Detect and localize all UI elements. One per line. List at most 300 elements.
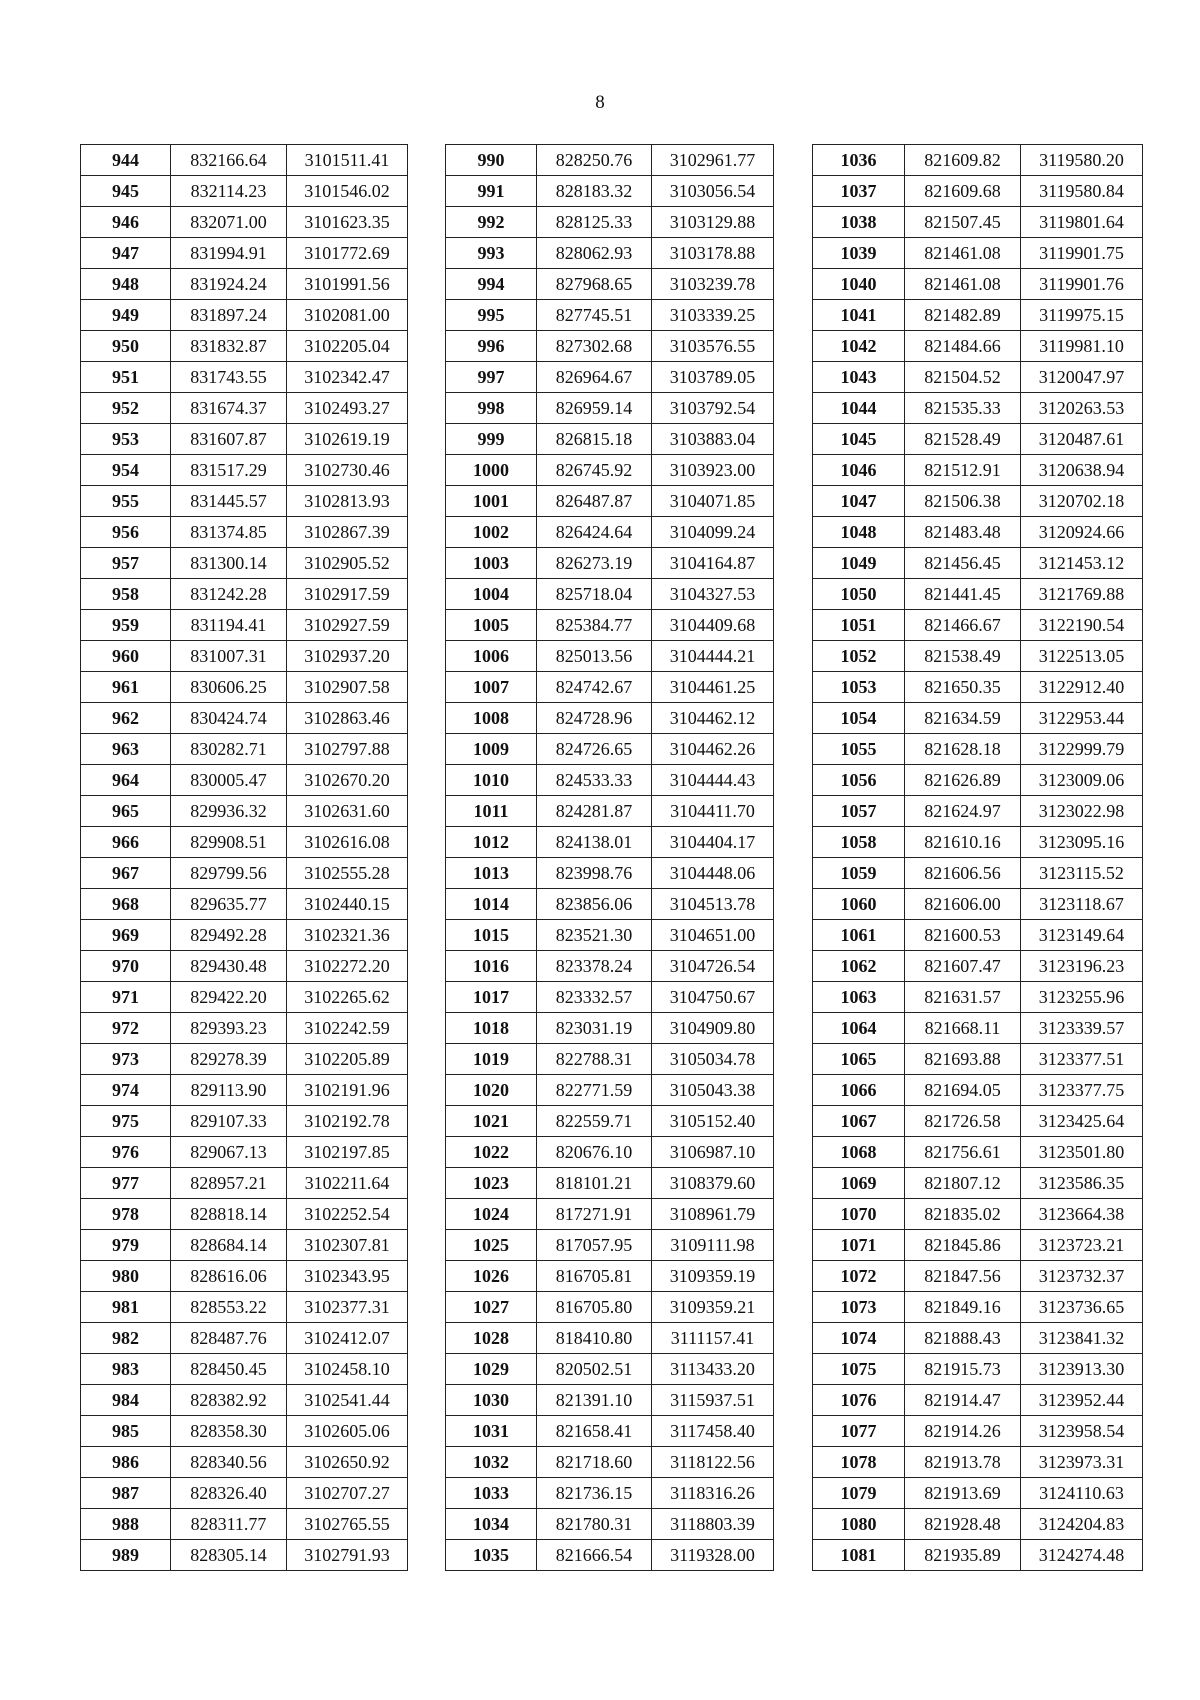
x-coordinate-cell: 821512.91	[905, 455, 1021, 486]
x-coordinate-cell: 821606.56	[905, 858, 1021, 889]
table-row	[446, 982, 774, 1013]
x-coordinate-cell: 826273.19	[537, 548, 652, 579]
point-number-cell: 1011	[446, 796, 537, 827]
y-coordinate-cell: 3122912.40	[1021, 672, 1143, 703]
x-coordinate-cell: 821538.49	[905, 641, 1021, 672]
x-coordinate-cell: 821693.88	[905, 1044, 1021, 1075]
y-coordinate-cell: 3101991.56	[287, 269, 408, 300]
x-coordinate-cell: 821507.45	[905, 207, 1021, 238]
table-row	[446, 1509, 774, 1540]
point-number-cell: 1065	[813, 1044, 905, 1075]
point-number-cell: 968	[81, 889, 171, 920]
y-coordinate-cell: 3102377.31	[287, 1292, 408, 1323]
y-coordinate-cell: 3103239.78	[652, 269, 774, 300]
table-row	[81, 982, 408, 1013]
x-coordinate-cell: 821482.89	[905, 300, 1021, 331]
y-coordinate-cell: 3102907.58	[287, 672, 408, 703]
y-coordinate-cell: 3120047.97	[1021, 362, 1143, 393]
point-number-cell: 947	[81, 238, 171, 269]
table-row	[81, 424, 408, 455]
point-number-cell: 1028	[446, 1323, 537, 1354]
table-row	[446, 858, 774, 889]
point-number-cell: 1049	[813, 548, 905, 579]
point-number-cell: 973	[81, 1044, 171, 1075]
y-coordinate-cell: 3103792.54	[652, 393, 774, 424]
x-coordinate-cell: 828326.40	[171, 1478, 287, 1509]
table-row	[446, 610, 774, 641]
y-coordinate-cell: 3102927.59	[287, 610, 408, 641]
point-number-cell: 997	[446, 362, 537, 393]
x-coordinate-cell: 828818.14	[171, 1199, 287, 1230]
point-number-cell: 1032	[446, 1447, 537, 1478]
table-row	[81, 455, 408, 486]
x-coordinate-cell: 821718.60	[537, 1447, 652, 1478]
x-coordinate-cell: 821484.66	[905, 331, 1021, 362]
y-coordinate-cell: 3104404.17	[652, 827, 774, 858]
x-coordinate-cell: 821835.02	[905, 1199, 1021, 1230]
table-row	[813, 1044, 1143, 1075]
table-row	[813, 238, 1143, 269]
table-row	[81, 393, 408, 424]
x-coordinate-cell: 828957.21	[171, 1168, 287, 1199]
y-coordinate-cell: 3102191.96	[287, 1075, 408, 1106]
point-number-cell: 1075	[813, 1354, 905, 1385]
y-coordinate-cell: 3102791.93	[287, 1540, 408, 1571]
y-coordinate-cell: 3103789.05	[652, 362, 774, 393]
y-coordinate-cell: 3113433.20	[652, 1354, 774, 1385]
point-number-cell: 1079	[813, 1478, 905, 1509]
table-row	[81, 238, 408, 269]
point-number-cell: 1063	[813, 982, 905, 1013]
y-coordinate-cell: 3103178.88	[652, 238, 774, 269]
y-coordinate-cell: 3102541.44	[287, 1385, 408, 1416]
y-coordinate-cell: 3101623.35	[287, 207, 408, 238]
table-row	[81, 796, 408, 827]
y-coordinate-cell: 3102242.59	[287, 1013, 408, 1044]
point-number-cell: 1006	[446, 641, 537, 672]
y-coordinate-cell: 3123586.35	[1021, 1168, 1143, 1199]
y-coordinate-cell: 3123664.38	[1021, 1199, 1143, 1230]
point-number-cell: 994	[446, 269, 537, 300]
point-number-cell: 948	[81, 269, 171, 300]
x-coordinate-cell: 821668.11	[905, 1013, 1021, 1044]
point-number-cell: 1013	[446, 858, 537, 889]
y-coordinate-cell: 3119901.75	[1021, 238, 1143, 269]
table-row	[813, 393, 1143, 424]
table-row	[446, 734, 774, 765]
table-row	[446, 1106, 774, 1137]
x-coordinate-cell: 829908.51	[171, 827, 287, 858]
x-coordinate-cell: 824728.96	[537, 703, 652, 734]
x-coordinate-cell: 831743.55	[171, 362, 287, 393]
table-row	[813, 269, 1143, 300]
x-coordinate-cell: 826424.64	[537, 517, 652, 548]
table-row	[813, 610, 1143, 641]
point-number-cell: 950	[81, 331, 171, 362]
x-coordinate-cell: 829635.77	[171, 889, 287, 920]
point-number-cell: 1076	[813, 1385, 905, 1416]
x-coordinate-cell: 823031.19	[537, 1013, 652, 1044]
y-coordinate-cell: 3104099.24	[652, 517, 774, 548]
y-coordinate-cell: 3104444.43	[652, 765, 774, 796]
x-coordinate-cell: 831300.14	[171, 548, 287, 579]
x-coordinate-cell: 829113.90	[171, 1075, 287, 1106]
y-coordinate-cell: 3104448.06	[652, 858, 774, 889]
table-row	[813, 1509, 1143, 1540]
point-number-cell: 1070	[813, 1199, 905, 1230]
y-coordinate-cell: 3123973.31	[1021, 1447, 1143, 1478]
x-coordinate-cell: 817271.91	[537, 1199, 652, 1230]
table-row	[81, 1230, 408, 1261]
y-coordinate-cell: 3102197.85	[287, 1137, 408, 1168]
table-row	[81, 610, 408, 641]
point-number-cell: 1000	[446, 455, 537, 486]
table-row	[81, 1168, 408, 1199]
y-coordinate-cell: 3123732.37	[1021, 1261, 1143, 1292]
y-coordinate-cell: 3120924.66	[1021, 517, 1143, 548]
point-number-cell: 949	[81, 300, 171, 331]
y-coordinate-cell: 3119981.10	[1021, 331, 1143, 362]
x-coordinate-cell: 821658.41	[537, 1416, 652, 1447]
x-coordinate-cell: 822559.71	[537, 1106, 652, 1137]
x-coordinate-cell: 826815.18	[537, 424, 652, 455]
x-coordinate-cell: 821504.52	[905, 362, 1021, 393]
point-number-cell: 1059	[813, 858, 905, 889]
y-coordinate-cell: 3123196.23	[1021, 951, 1143, 982]
x-coordinate-cell: 821606.00	[905, 889, 1021, 920]
point-number-cell: 1015	[446, 920, 537, 951]
y-coordinate-cell: 3102493.27	[287, 393, 408, 424]
x-coordinate-cell: 821913.78	[905, 1447, 1021, 1478]
x-coordinate-cell: 828358.30	[171, 1416, 287, 1447]
point-number-cell: 1021	[446, 1106, 537, 1137]
y-coordinate-cell: 3104750.67	[652, 982, 774, 1013]
table-row	[446, 1075, 774, 1106]
x-coordinate-cell: 823378.24	[537, 951, 652, 982]
x-coordinate-cell: 829067.13	[171, 1137, 287, 1168]
point-number-cell: 1002	[446, 517, 537, 548]
x-coordinate-cell: 821726.58	[905, 1106, 1021, 1137]
table-row	[813, 672, 1143, 703]
x-coordinate-cell: 829393.23	[171, 1013, 287, 1044]
y-coordinate-cell: 3102937.20	[287, 641, 408, 672]
coordinate-table-1	[80, 144, 408, 1571]
y-coordinate-cell: 3122953.44	[1021, 703, 1143, 734]
x-coordinate-cell: 821780.31	[537, 1509, 652, 1540]
y-coordinate-cell: 3103056.54	[652, 176, 774, 207]
point-number-cell: 1031	[446, 1416, 537, 1447]
table-row	[446, 1385, 774, 1416]
point-number-cell: 975	[81, 1106, 171, 1137]
x-coordinate-cell: 821666.54	[537, 1540, 652, 1571]
point-number-cell: 1074	[813, 1323, 905, 1354]
table-row	[81, 920, 408, 951]
table-row	[81, 827, 408, 858]
point-number-cell: 1034	[446, 1509, 537, 1540]
point-number-cell: 1057	[813, 796, 905, 827]
x-coordinate-cell: 826745.92	[537, 455, 652, 486]
point-number-cell: 1008	[446, 703, 537, 734]
table-row	[81, 1416, 408, 1447]
x-coordinate-cell: 827745.51	[537, 300, 652, 331]
y-coordinate-cell: 3104513.78	[652, 889, 774, 920]
y-coordinate-cell: 3104462.26	[652, 734, 774, 765]
point-number-cell: 1012	[446, 827, 537, 858]
y-coordinate-cell: 3123009.06	[1021, 765, 1143, 796]
y-coordinate-cell: 3104909.80	[652, 1013, 774, 1044]
x-coordinate-cell: 821914.47	[905, 1385, 1021, 1416]
y-coordinate-cell: 3106987.10	[652, 1137, 774, 1168]
x-coordinate-cell: 828340.56	[171, 1447, 287, 1478]
table-row	[813, 362, 1143, 393]
point-number-cell: 1054	[813, 703, 905, 734]
x-coordinate-cell: 827968.65	[537, 269, 652, 300]
x-coordinate-cell: 831994.91	[171, 238, 287, 269]
point-number-cell: 1072	[813, 1261, 905, 1292]
point-number-cell: 977	[81, 1168, 171, 1199]
table-row	[813, 1230, 1143, 1261]
point-number-cell: 1050	[813, 579, 905, 610]
x-coordinate-cell: 824138.01	[537, 827, 652, 858]
point-number-cell: 967	[81, 858, 171, 889]
x-coordinate-cell: 821628.18	[905, 734, 1021, 765]
y-coordinate-cell: 3102605.06	[287, 1416, 408, 1447]
table-row	[81, 1106, 408, 1137]
y-coordinate-cell: 3105152.40	[652, 1106, 774, 1137]
point-number-cell: 1033	[446, 1478, 537, 1509]
table-row	[813, 424, 1143, 455]
page-number: 8	[595, 92, 605, 113]
table-row	[81, 1137, 408, 1168]
table-row	[813, 1447, 1143, 1478]
y-coordinate-cell: 3102307.81	[287, 1230, 408, 1261]
point-number-cell: 1058	[813, 827, 905, 858]
x-coordinate-cell: 824726.65	[537, 734, 652, 765]
table-row	[446, 269, 774, 300]
x-coordinate-cell: 832114.23	[171, 176, 287, 207]
y-coordinate-cell: 3123952.44	[1021, 1385, 1143, 1416]
point-number-cell: 990	[446, 145, 537, 176]
x-coordinate-cell: 831242.28	[171, 579, 287, 610]
table-row	[446, 424, 774, 455]
y-coordinate-cell: 3115937.51	[652, 1385, 774, 1416]
y-coordinate-cell: 3123425.64	[1021, 1106, 1143, 1137]
point-number-cell: 978	[81, 1199, 171, 1230]
table-row	[813, 579, 1143, 610]
point-number-cell: 999	[446, 424, 537, 455]
point-number-cell: 965	[81, 796, 171, 827]
y-coordinate-cell: 3102343.95	[287, 1261, 408, 1292]
x-coordinate-cell: 821391.10	[537, 1385, 652, 1416]
table-row	[81, 1540, 408, 1571]
y-coordinate-cell: 3102707.27	[287, 1478, 408, 1509]
y-coordinate-cell: 3104327.53	[652, 579, 774, 610]
x-coordinate-cell: 831374.85	[171, 517, 287, 548]
point-number-cell: 1068	[813, 1137, 905, 1168]
y-coordinate-cell: 3102321.36	[287, 920, 408, 951]
point-number-cell: 1024	[446, 1199, 537, 1230]
y-coordinate-cell: 3105043.38	[652, 1075, 774, 1106]
y-coordinate-cell: 3118316.26	[652, 1478, 774, 1509]
table-row	[813, 703, 1143, 734]
x-coordinate-cell: 821483.48	[905, 517, 1021, 548]
point-number-cell: 1023	[446, 1168, 537, 1199]
table-row	[81, 1509, 408, 1540]
table-row	[813, 858, 1143, 889]
table-row	[813, 1416, 1143, 1447]
y-coordinate-cell: 3109111.98	[652, 1230, 774, 1261]
y-coordinate-cell: 3123115.52	[1021, 858, 1143, 889]
point-number-cell: 986	[81, 1447, 171, 1478]
y-coordinate-cell: 3102631.60	[287, 796, 408, 827]
x-coordinate-cell: 827302.68	[537, 331, 652, 362]
point-number-cell: 955	[81, 486, 171, 517]
table-row	[81, 1261, 408, 1292]
table-row	[81, 1292, 408, 1323]
table-row	[446, 1044, 774, 1075]
x-coordinate-cell: 821756.61	[905, 1137, 1021, 1168]
point-number-cell: 983	[81, 1354, 171, 1385]
y-coordinate-cell: 3102265.62	[287, 982, 408, 1013]
table-row	[446, 486, 774, 517]
point-number-cell: 1038	[813, 207, 905, 238]
y-coordinate-cell: 3104444.21	[652, 641, 774, 672]
table-row	[81, 1385, 408, 1416]
x-coordinate-cell: 829278.39	[171, 1044, 287, 1075]
x-coordinate-cell: 821466.67	[905, 610, 1021, 641]
y-coordinate-cell: 3102867.39	[287, 517, 408, 548]
table-row	[81, 734, 408, 765]
table-row	[81, 486, 408, 517]
x-coordinate-cell: 830424.74	[171, 703, 287, 734]
x-coordinate-cell: 828305.14	[171, 1540, 287, 1571]
y-coordinate-cell: 3123022.98	[1021, 796, 1143, 827]
table-row	[446, 176, 774, 207]
table-row	[81, 300, 408, 331]
table-row	[81, 1478, 408, 1509]
table-row	[446, 548, 774, 579]
table-row	[813, 796, 1143, 827]
x-coordinate-cell: 821849.16	[905, 1292, 1021, 1323]
x-coordinate-cell: 816705.80	[537, 1292, 652, 1323]
point-number-cell: 976	[81, 1137, 171, 1168]
x-coordinate-cell: 818410.80	[537, 1323, 652, 1354]
x-coordinate-cell: 821461.08	[905, 269, 1021, 300]
table-row	[446, 579, 774, 610]
point-number-cell: 1039	[813, 238, 905, 269]
table-row	[81, 889, 408, 920]
point-number-cell: 1044	[813, 393, 905, 424]
x-coordinate-cell: 824281.87	[537, 796, 652, 827]
table-row	[813, 548, 1143, 579]
table-row	[813, 1137, 1143, 1168]
point-number-cell: 1016	[446, 951, 537, 982]
y-coordinate-cell: 3102205.89	[287, 1044, 408, 1075]
x-coordinate-cell: 821600.53	[905, 920, 1021, 951]
point-number-cell: 969	[81, 920, 171, 951]
y-coordinate-cell: 3122190.54	[1021, 610, 1143, 641]
x-coordinate-cell: 821461.08	[905, 238, 1021, 269]
point-number-cell: 987	[81, 1478, 171, 1509]
x-coordinate-cell: 822788.31	[537, 1044, 652, 1075]
y-coordinate-cell: 3118803.39	[652, 1509, 774, 1540]
point-number-cell: 985	[81, 1416, 171, 1447]
x-coordinate-cell: 831897.24	[171, 300, 287, 331]
table-row	[81, 176, 408, 207]
table-row	[813, 889, 1143, 920]
x-coordinate-cell: 828062.93	[537, 238, 652, 269]
table-row	[446, 455, 774, 486]
table-row	[813, 517, 1143, 548]
point-number-cell: 1007	[446, 672, 537, 703]
point-number-cell: 1043	[813, 362, 905, 393]
y-coordinate-cell: 3102797.88	[287, 734, 408, 765]
point-number-cell: 988	[81, 1509, 171, 1540]
table-row	[813, 1261, 1143, 1292]
x-coordinate-cell: 824533.33	[537, 765, 652, 796]
table-row	[81, 1323, 408, 1354]
point-number-cell: 1041	[813, 300, 905, 331]
point-number-cell: 1004	[446, 579, 537, 610]
table-row	[81, 1013, 408, 1044]
y-coordinate-cell: 3102961.77	[652, 145, 774, 176]
point-number-cell: 1052	[813, 641, 905, 672]
table-row	[813, 1385, 1143, 1416]
x-coordinate-cell: 821845.86	[905, 1230, 1021, 1261]
table-row	[446, 951, 774, 982]
x-coordinate-cell: 820502.51	[537, 1354, 652, 1385]
point-number-cell: 984	[81, 1385, 171, 1416]
table-row	[813, 734, 1143, 765]
point-number-cell: 1019	[446, 1044, 537, 1075]
y-coordinate-cell: 3102272.20	[287, 951, 408, 982]
point-number-cell: 1030	[446, 1385, 537, 1416]
point-number-cell: 959	[81, 610, 171, 641]
y-coordinate-cell: 3104409.68	[652, 610, 774, 641]
y-coordinate-cell: 3102616.08	[287, 827, 408, 858]
point-number-cell: 1027	[446, 1292, 537, 1323]
table-row	[446, 517, 774, 548]
point-number-cell: 960	[81, 641, 171, 672]
point-number-cell: 964	[81, 765, 171, 796]
point-number-cell: 998	[446, 393, 537, 424]
y-coordinate-cell: 3121453.12	[1021, 548, 1143, 579]
table-row	[81, 765, 408, 796]
x-coordinate-cell: 828450.45	[171, 1354, 287, 1385]
point-number-cell: 971	[81, 982, 171, 1013]
coordinate-table-3	[812, 144, 1143, 1571]
table-row	[813, 1075, 1143, 1106]
x-coordinate-cell: 821610.16	[905, 827, 1021, 858]
point-number-cell: 957	[81, 548, 171, 579]
y-coordinate-cell: 3102905.52	[287, 548, 408, 579]
table-row	[446, 1323, 774, 1354]
y-coordinate-cell: 3117458.40	[652, 1416, 774, 1447]
point-number-cell: 1062	[813, 951, 905, 982]
y-coordinate-cell: 3119328.00	[652, 1540, 774, 1571]
y-coordinate-cell: 3109359.21	[652, 1292, 774, 1323]
point-number-cell: 1067	[813, 1106, 905, 1137]
x-coordinate-cell: 831832.87	[171, 331, 287, 362]
point-number-cell: 1018	[446, 1013, 537, 1044]
table-row	[81, 1354, 408, 1385]
y-coordinate-cell: 3104411.70	[652, 796, 774, 827]
x-coordinate-cell: 821914.26	[905, 1416, 1021, 1447]
y-coordinate-cell: 3123255.96	[1021, 982, 1143, 1013]
y-coordinate-cell: 3103129.88	[652, 207, 774, 238]
x-coordinate-cell: 831007.31	[171, 641, 287, 672]
y-coordinate-cell: 3108961.79	[652, 1199, 774, 1230]
